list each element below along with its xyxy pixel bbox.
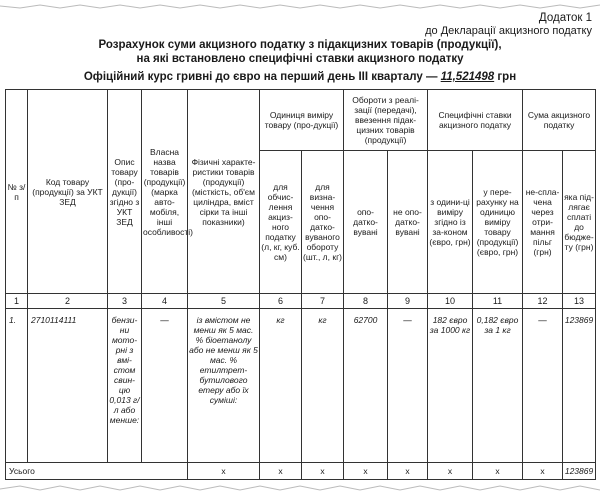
- document-title-line-1: Розрахунок суми акцизного податку з підакцизних товарів (продукції),: [98, 39, 502, 51]
- total-cell: x: [260, 463, 302, 480]
- header-row-1: [6, 90, 596, 151]
- header-col-3: Опис товару (про-дукції) згідно з УКТ ЗЕД: [108, 90, 142, 294]
- payable-tax: 123869: [563, 309, 596, 463]
- product-code: 2710114111: [28, 309, 108, 463]
- header-col-1: № з/п: [6, 90, 28, 294]
- column-number: 11: [473, 294, 523, 309]
- total-cell: x: [473, 463, 523, 480]
- unit-for-turnover: кг: [302, 309, 344, 463]
- header-group-rates: Специфічні ставки акцизного податку: [428, 90, 523, 151]
- total-cell: x: [388, 463, 428, 480]
- total-label: Усього: [6, 463, 188, 480]
- header-col-6: для обчис-лення акциз-ного податку (л, кг, куб. см): [260, 151, 302, 294]
- column-number: 5: [188, 294, 260, 309]
- header-col-9: не опо-датко-вувані: [388, 151, 428, 294]
- column-number: 12: [523, 294, 563, 309]
- exchange-rate-line: [0, 70, 600, 84]
- header-col-5: Фізичні характе-ристики товарів (продукції) (місткість, об'єм циліндра, вміст сірки та інші показники): [188, 90, 260, 294]
- header-group-turnover: Обороти з реалі-зації (передачі), ввезення підак-цизних товарів (продукції): [344, 90, 428, 151]
- column-number: 10: [428, 294, 473, 309]
- excise-tax-table: [5, 89, 596, 480]
- column-number: 6: [260, 294, 302, 309]
- column-number: 7: [302, 294, 344, 309]
- total-payable: 123869: [563, 463, 596, 480]
- header-col-8: опо-датко-вувані: [344, 151, 388, 294]
- header-group-unit: Одиниця виміру товару (про-дукції): [260, 90, 344, 151]
- total-cell: x: [302, 463, 344, 480]
- total-cell: x: [523, 463, 563, 480]
- taxable-turnover: 62700: [344, 309, 388, 463]
- product-brand: —: [142, 309, 188, 463]
- exchange-rate-value: 11,521498: [440, 71, 495, 83]
- product-characteristics: із вмістом не менш як 5 мас. % біоетанолу або не менш як 5 мас. % етилтрет-бутилового етеру або їх суміші:: [188, 309, 260, 463]
- rate-per-unit: 0,182 євро за 1 кг: [473, 309, 523, 463]
- header-col-11: у пере-рахунку на одиницю виміру товару (продукції) (євро, грн): [473, 151, 523, 294]
- column-number: 4: [142, 294, 188, 309]
- header-col-10: з одини-ці виміру згідно із за-коном (євро, грн): [428, 151, 473, 294]
- column-number: 2: [28, 294, 108, 309]
- document-title-line-2: на які встановлено специфічні ставки акцизного податку: [136, 53, 464, 65]
- appendix-reference: до Декларації акцизного податку: [425, 25, 592, 37]
- header-col-13: яка під-лягає сплаті до бюдже-ту (грн): [563, 151, 596, 294]
- header-col-7: для визна-чення опо-датко-вуваного обороту (шт., л, кг): [302, 151, 344, 294]
- column-number: 3: [108, 294, 142, 309]
- column-number: 1: [6, 294, 28, 309]
- column-number: 13: [563, 294, 596, 309]
- column-number-row: [6, 294, 596, 309]
- nontaxable-turnover: —: [388, 309, 428, 463]
- table-row: [6, 309, 596, 463]
- column-number: 8: [344, 294, 388, 309]
- header-col-2: Код товару (продукції) за УКТ ЗЕД: [28, 90, 108, 294]
- total-cell: x: [188, 463, 260, 480]
- total-row: [6, 463, 596, 480]
- total-cell: x: [428, 463, 473, 480]
- product-description: бензи-ни мото-рні з вмі-стом свин-цю 0,013 г/л або менше:: [108, 309, 142, 463]
- exchange-rate-unit: грн: [497, 71, 517, 83]
- unit-for-tax: кг: [260, 309, 302, 463]
- column-number: 9: [388, 294, 428, 309]
- total-cell: x: [344, 463, 388, 480]
- header-col-12: не-спла-чена через отри-мання пільг (грн): [523, 151, 563, 294]
- unpaid-tax: —: [523, 309, 563, 463]
- rate-by-law: 182 євро за 1000 кг: [428, 309, 473, 463]
- row-number: 1.: [6, 309, 28, 463]
- appendix-number: Додаток 1: [538, 12, 592, 24]
- header-col-4: Власна назва товарів (продукції) (марка авто-мобіля, інші особливості): [142, 90, 188, 294]
- exchange-rate-label: Офіційний курс гривні до євро на перший день III кварталу —: [83, 71, 438, 83]
- header-group-sum: Сума акцизного податку: [523, 90, 596, 151]
